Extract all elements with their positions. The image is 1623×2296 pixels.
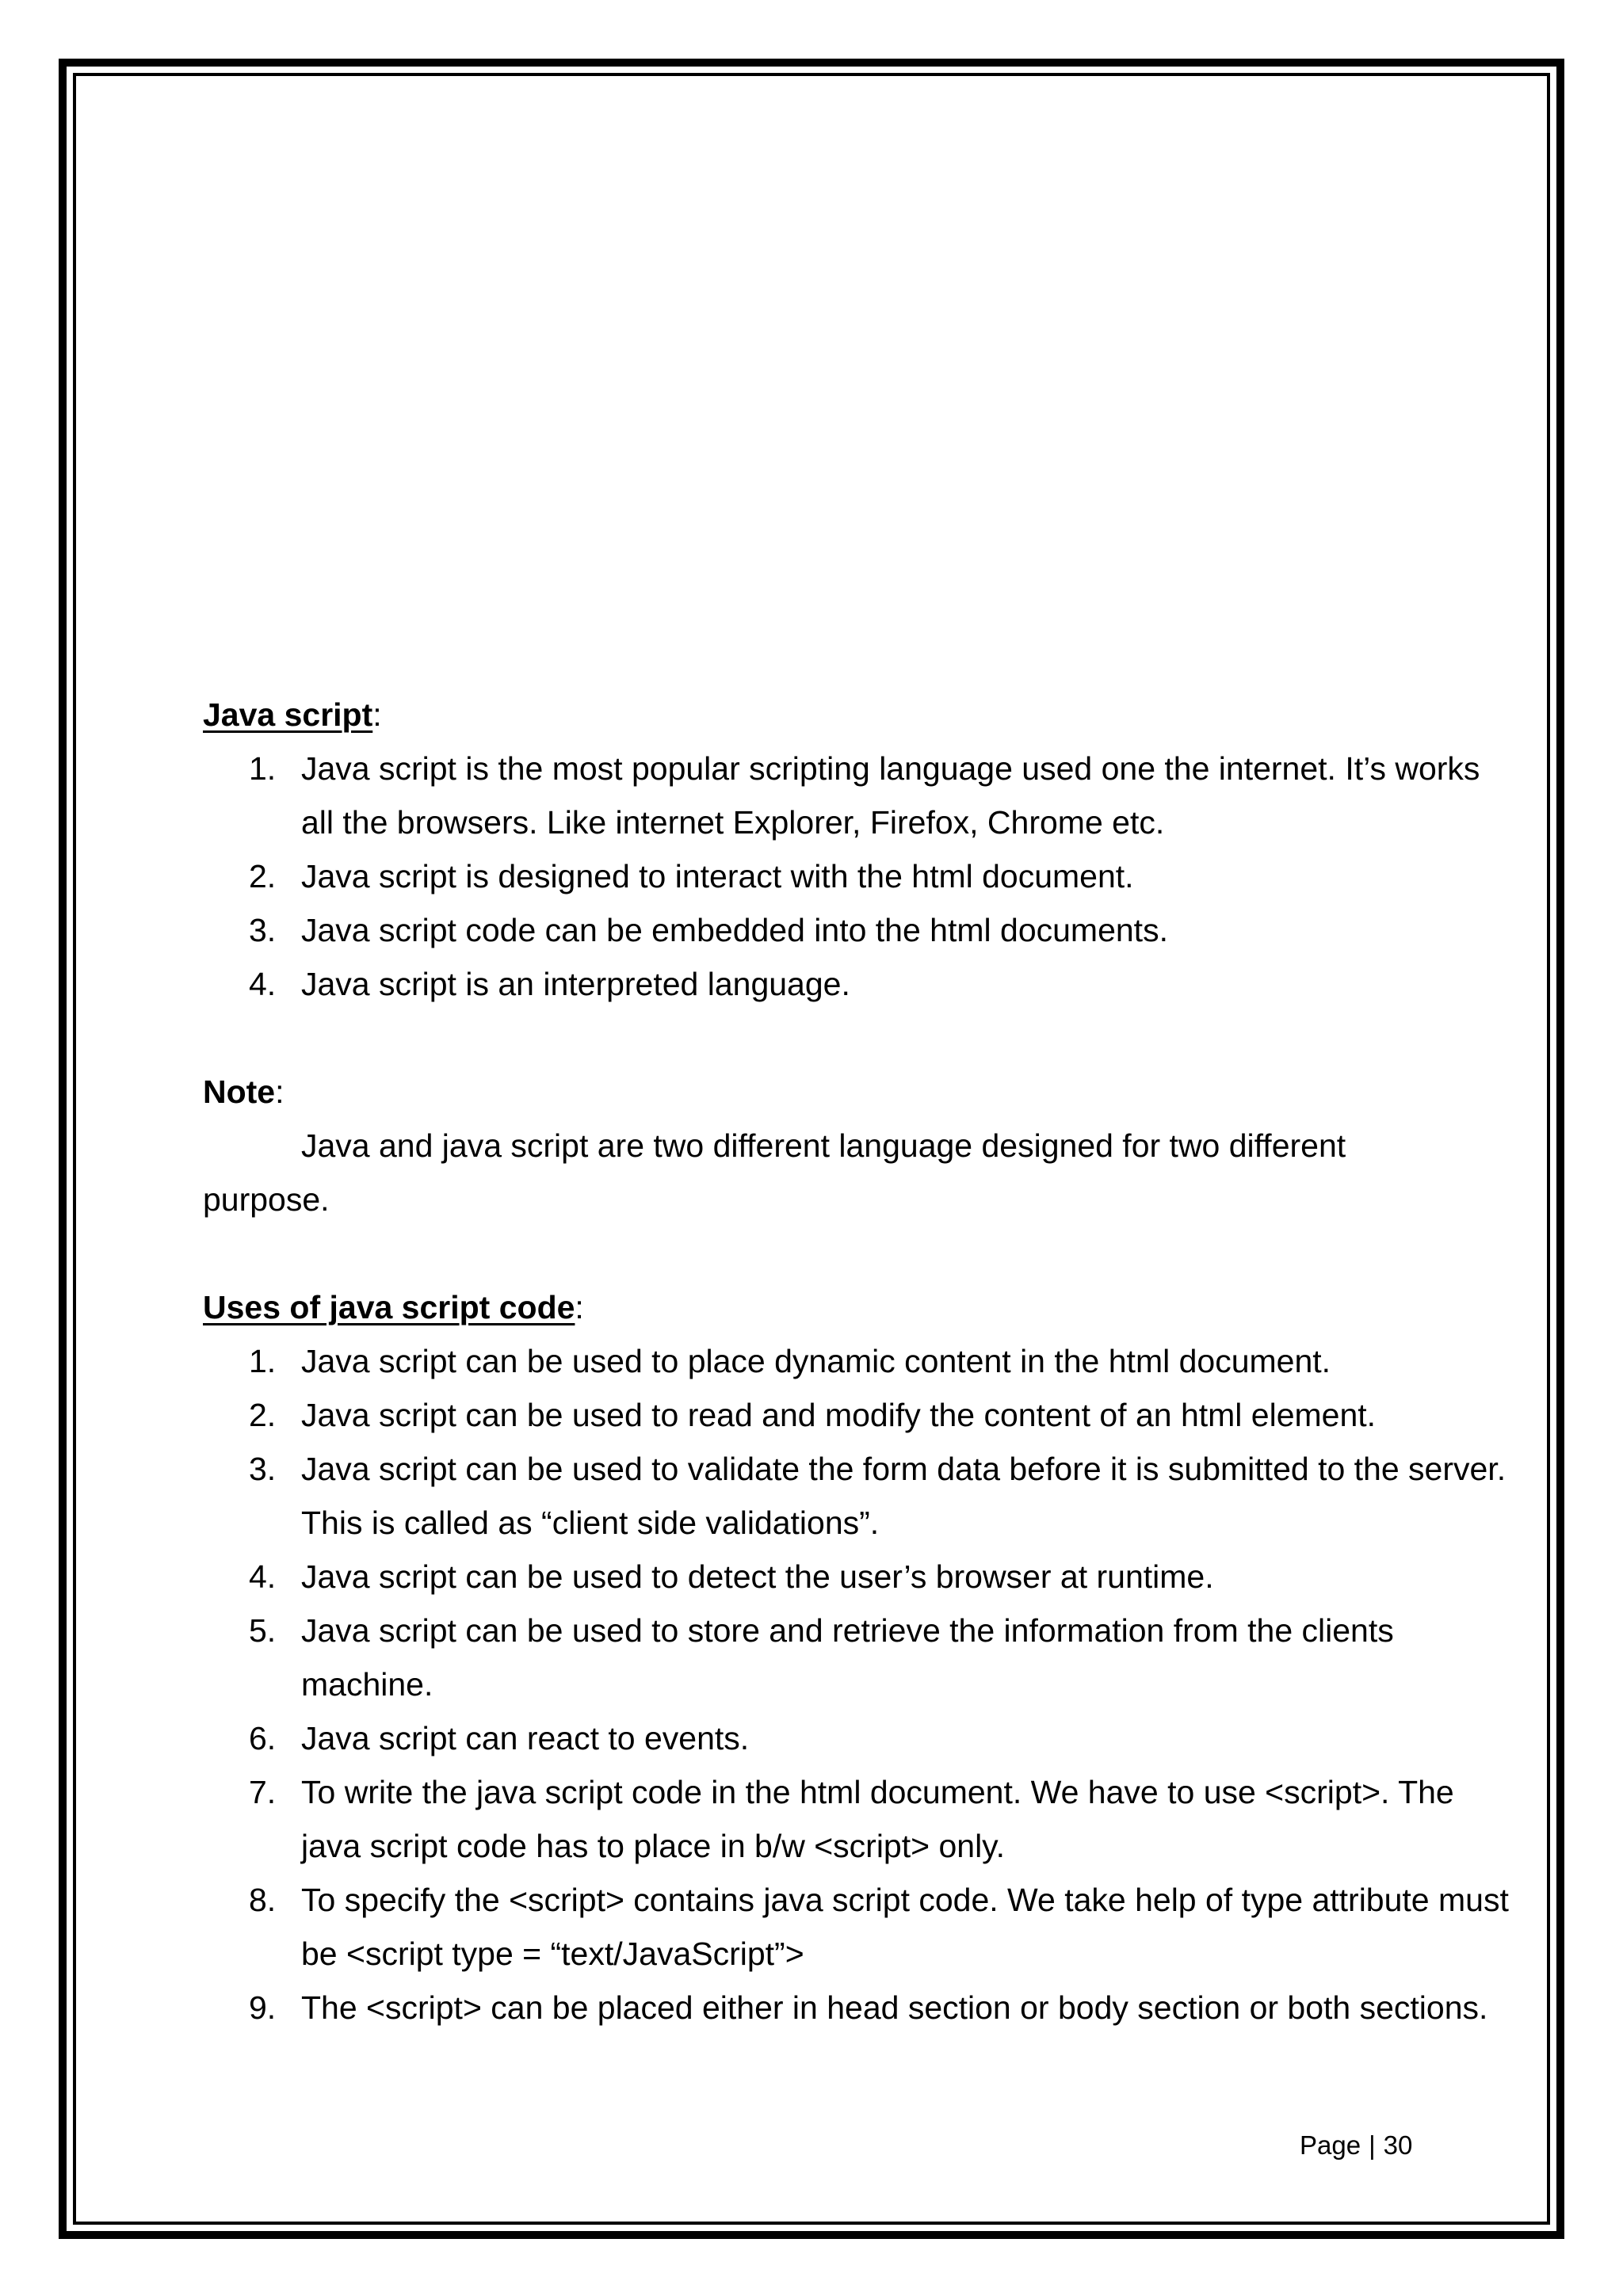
list-item-text: Java script can be used to store and retrieve the information from the clients machine. bbox=[301, 1612, 1394, 1703]
note-title: Note bbox=[203, 1074, 276, 1110]
section-title: Uses of java script code bbox=[203, 1289, 575, 1325]
list-item-text: To write the java script code in the html document. We have to use <script>. The java script code has to place in b/w <script> only. bbox=[301, 1774, 1454, 1864]
list-number: 1. bbox=[249, 750, 277, 787]
list-item-text: Java script code can be embedded into the html documents. bbox=[301, 912, 1168, 948]
list-item-text: Java script is an interpreted language. bbox=[301, 966, 850, 1002]
list-item bbox=[203, 1765, 1510, 1873]
heading-colon: : bbox=[372, 696, 382, 733]
list-item bbox=[203, 1388, 1510, 1442]
uses-list bbox=[203, 1334, 1510, 2035]
list-item-text: Java script can react to events. bbox=[301, 1720, 750, 1756]
heading-colon: : bbox=[275, 1074, 285, 1110]
list-item bbox=[203, 742, 1510, 849]
page-separator: | bbox=[1369, 2130, 1376, 2160]
list-item bbox=[203, 1981, 1510, 2035]
java-script-list bbox=[203, 742, 1510, 1011]
list-number: 9. bbox=[249, 1989, 277, 2026]
list-item bbox=[203, 1550, 1510, 1604]
page-number: 30 bbox=[1383, 2130, 1413, 2160]
list-item-text: Java script can be used to detect the user’s browser at runtime. bbox=[301, 1558, 1214, 1595]
note-body: Java and java script are two different language designed for two different purpose. bbox=[203, 1127, 1346, 1218]
note-heading bbox=[203, 1065, 1510, 1119]
list-number: 6. bbox=[249, 1720, 277, 1756]
list-number: 5. bbox=[249, 1612, 277, 1649]
list-item bbox=[203, 1711, 1510, 1765]
list-item-text: Java script is designed to interact with the html document. bbox=[301, 858, 1134, 894]
heading-colon: : bbox=[575, 1289, 584, 1325]
list-number: 3. bbox=[249, 912, 277, 948]
page-footer bbox=[1300, 2130, 1412, 2161]
page-label: Page bbox=[1300, 2130, 1361, 2160]
list-item bbox=[203, 957, 1510, 1011]
list-item bbox=[203, 1442, 1510, 1550]
list-number: 7. bbox=[249, 1774, 277, 1810]
list-item-text: Java script can be used to read and modify the content of an html element. bbox=[301, 1397, 1377, 1433]
list-number: 8. bbox=[249, 1882, 277, 1918]
section-heading-java-script bbox=[203, 688, 1510, 742]
list-number: 2. bbox=[249, 858, 277, 894]
list-item-text: The <script> can be placed either in head section or body section or both sections. bbox=[301, 1989, 1488, 2026]
list-item bbox=[203, 1604, 1510, 1711]
section-heading-uses bbox=[203, 1280, 1510, 1334]
list-item bbox=[203, 849, 1510, 903]
spacer bbox=[203, 1226, 1510, 1280]
list-number: 2. bbox=[249, 1397, 277, 1433]
list-number: 1. bbox=[249, 1343, 277, 1379]
section-title: Java script bbox=[203, 696, 373, 733]
list-item-text: Java script can be used to validate the form data before it is submitted to the server. This is called as “client side validations”. bbox=[301, 1451, 1507, 1541]
list-number: 3. bbox=[249, 1451, 277, 1487]
list-item bbox=[203, 1873, 1510, 1981]
spacer bbox=[203, 1011, 1510, 1065]
list-number: 4. bbox=[249, 966, 277, 1002]
page-content bbox=[203, 688, 1510, 2035]
list-item-text: Java script can be used to place dynamic content in the html document. bbox=[301, 1343, 1331, 1379]
list-item-text: To specify the <script> contains java script code. We take help of type attribute must be <script type = “text/JavaScript”> bbox=[301, 1882, 1509, 1972]
list-item bbox=[203, 903, 1510, 957]
list-item bbox=[203, 1334, 1510, 1388]
list-item-text: Java script is the most popular scripting language used one the internet. It’s works all the browsers. Like internet Explorer, Firefox, Chrome etc. bbox=[301, 750, 1480, 841]
list-number: 4. bbox=[249, 1558, 277, 1595]
